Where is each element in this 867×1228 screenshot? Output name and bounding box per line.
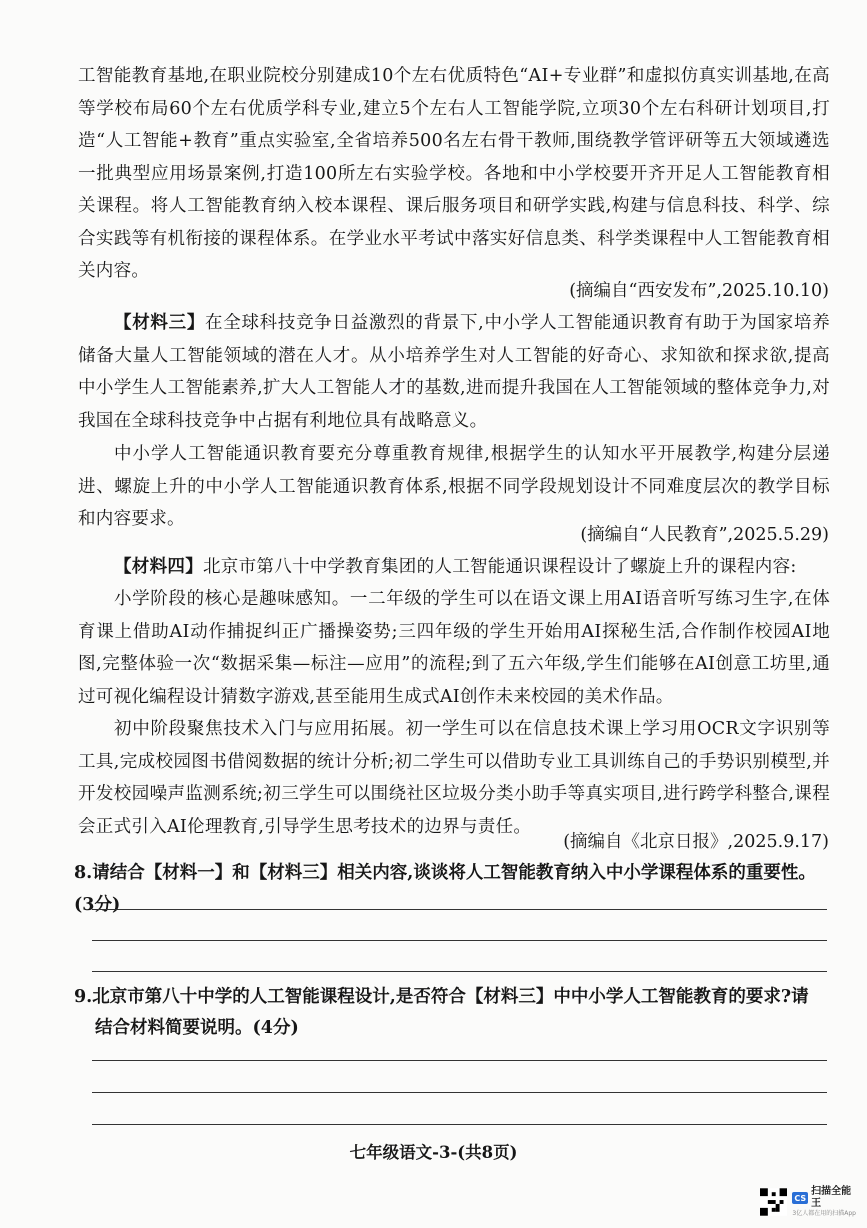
- material-four-label: 【材料四】: [114, 557, 203, 577]
- qr-code-icon: [760, 1188, 787, 1216]
- material-three-paragraph-2: 中小学人工智能通识教育要充分尊重教育规律,根据学生的认知水平开展教学,构建分层递进、螺旋上升的中小学人工智能通识教育体系,根据不同学段规划设计不同难度层次的教学目标和内容要求。: [78, 444, 830, 529]
- material-four-paragraph-2: 小学阶段的核心是趣味感知。一二年级的学生可以在语文课上用AI语音听写练习生字,在体育课上借助AI动作捕捉纠正广播操姿势;三四年级的学生开始用AI探秘生活,合作制作校园AI地图,完整体验一次“数据采集—标注—应用”的流程;到了五六年级,学生们能够在AI创意工坊里,通过可视化编程设计猜数字游戏,甚至能用生成式AI创作未来校园的美术作品。: [78, 589, 830, 707]
- source-citation-xian: (摘编自“西安发布”,2025.10.10): [569, 281, 829, 301]
- question-9-line-2: 结合材料简要说明。(4分): [95, 1018, 299, 1038]
- badge-subtitle: 3亿人都在用的扫描App: [792, 1210, 856, 1217]
- scanner-watermark: [760, 1183, 860, 1221]
- camscanner-logo-icon: CS: [794, 1193, 807, 1203]
- answer-line-q9-3[interactable]: [92, 1124, 827, 1125]
- badge-title: 扫描全能王: [811, 1186, 852, 1209]
- answer-line-q8-2[interactable]: [92, 940, 827, 941]
- page-footer: 七年级语文-3-(共8页): [349, 1143, 518, 1162]
- material-three-paragraph-1: [78, 307, 830, 437]
- material-three-text-1: 在全球科技竞争日益激烈的背景下,中小学人工智能通识教育有助于为国家培养储备大量人工智能领域的潜在人才。从小培养学生对人工智能的好奇心、求知欲和探求欲,提高中小学生人工智能素养,扩大人工智能人才的基数,进而提升我国在人工智能领域的整体竞争力,对我国在全球科技竞争中占据有利地位具有战略意义。: [78, 313, 831, 431]
- material-four-paragraph-1: [78, 551, 830, 584]
- source-citation-beijing: (摘编自《北京日报》,2025.9.17): [563, 832, 829, 852]
- answer-line-q8-1[interactable]: [92, 909, 827, 910]
- material-two-continuation: 工智能教育基地,在职业院校分别建成10个左右优质特色“AI+专业群”和虚拟仿真实训基地,在高等学校布局60个左右优质学科专业,建立5个左右人工智能学院,立项30个左右科研计划项目,打造“人工智能+教育”重点实验室,全省培养500名左右骨干教师,围绕教学管评研等五大领域遴选一批典型应用场景案例,打造100所左右实验学校。各地和中小学校要开齐开足人工智能教育相关课程。将人工智能教育纳入校本课程、课后服务项目和研学实践,构建与信息科技、科学、综合实践等有机衔接的课程体系。在学业水平考试中落实好信息类、科学类课程中人工智能教育相关内容。: [78, 66, 830, 281]
- source-citation-renmin: (摘编自“人民教育”,2025.5.29): [580, 525, 829, 545]
- question-8: 8.请结合【材料一】和【材料三】相关内容,谈谈将人工智能教育纳入中小学课程体系的重要性。(3分): [74, 863, 816, 915]
- answer-line-q9-1[interactable]: [92, 1060, 827, 1061]
- question-9-line-1: 9.北京市第八十中学的人工智能课程设计,是否符合【材料三】中中小学人工智能教育的要求?请: [74, 987, 809, 1007]
- material-four-text-1: 北京市第八十中学教育集团的人工智能通识课程设计了螺旋上升的课程内容:: [203, 557, 797, 577]
- material-four-paragraph-3: 初中阶段聚焦技术入门与应用拓展。初一学生可以在信息技术课上学习用OCR文字识别等工具,完成校园图书借阅数据的统计分析;初二学生可以借助专业工具训练自己的手势识别模型,并开发校园噪声监测系统;初三学生可以围绕社区垃圾分类小助手等真实项目,进行跨学科整合,课程会正式引入AI伦理教育,引导学生思考技术的边界与责任。: [78, 719, 830, 837]
- answer-line-q8-3[interactable]: [92, 971, 827, 972]
- material-three-label: 【材料三】: [114, 313, 206, 333]
- answer-line-q9-2[interactable]: [92, 1092, 827, 1093]
